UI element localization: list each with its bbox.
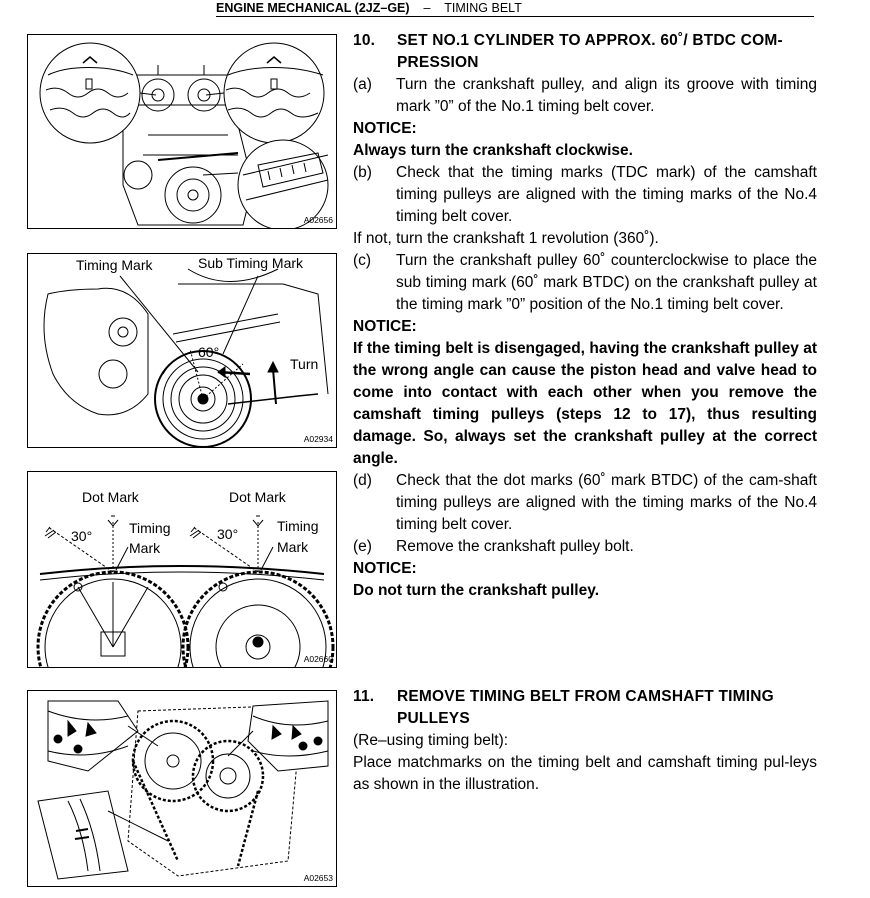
figure-timing-belt-matchmarks: [27, 690, 337, 887]
figure-camshaft-dot-marks: [27, 471, 337, 668]
if-not-text: If not, turn the crankshaft 1 revolution (360˚).: [353, 230, 659, 247]
item-label: (a): [353, 76, 372, 93]
notice-text: If the timing belt is disengaged, having the crankshaft pulley at the wrong angle can cause the piston head and valve head to come into contact with each other when you remove the camshaft timing pulleys (steps 12 to 17), thus resulting damage. So, always set the crankshaft pulley at the correct angle.: [353, 340, 817, 467]
notice-heading: NOTICE:: [353, 120, 417, 137]
header-separator: –: [423, 1, 431, 15]
figure-code: A02656: [303, 215, 333, 225]
item-text: Check that the dot marks (60˚ mark BTDC) of the cam-shaft timing pulleys are aligned with the timing marks of the No.4 timing belt cover.: [396, 472, 817, 533]
label-mark-left: Mark: [129, 540, 161, 556]
step-10-e: [353, 536, 817, 558]
label-angle-60: 60°: [198, 344, 220, 360]
step-10-c: [353, 250, 817, 316]
engine-illustration-2: [28, 254, 336, 447]
item-text: Check that the timing marks (TDC mark) of the camshaft timing pulleys are aligned with the timing marks of the No.4 timing belt cover.: [396, 164, 817, 225]
label-dot-mark-left: Dot Mark: [82, 489, 139, 505]
step-11-title-line1: REMOVE TIMING BELT FROM CAMSHAFT TIMING: [397, 688, 774, 705]
step-10-text: [353, 30, 817, 602]
item-text: Turn the crankshaft pulley 60˚ counterclockwise to place the sub timing mark (60˚ mark BTDC) on the crankshaft pulley at the timing mark ”0” position of the No.1 timing belt cover.: [396, 252, 817, 313]
label-mark-right: Mark: [277, 539, 309, 555]
header-topic: TIMING BELT: [444, 1, 522, 15]
engine-illustration-4: [28, 691, 336, 886]
notice-text: Do not turn the crankshaft pulley.: [353, 582, 600, 599]
item-text: Turn the crankshaft pulley, and align its groove with timing mark ”0” of the No.1 timing belt cover.: [396, 76, 817, 115]
label-timing-mark: Timing Mark: [76, 257, 153, 273]
step-10-number: 10.: [353, 32, 376, 49]
label-angle-30-right: 30°: [217, 526, 239, 542]
step-10-d: [353, 470, 817, 536]
item-label: (e): [353, 538, 372, 555]
step-11-title: [353, 686, 817, 708]
figure-code: A02653: [303, 873, 333, 883]
label-sub-timing-mark: Sub Timing Mark: [198, 255, 304, 271]
item-label: (c): [353, 252, 372, 269]
engine-illustration-1: [28, 35, 336, 228]
label-timing-right: Timing: [277, 518, 319, 534]
step-10-title-cont: [353, 52, 817, 74]
pulley-illustration-3: [28, 472, 336, 667]
item-label: (d): [353, 472, 372, 489]
header-section: ENGINE MECHANICAL (2JZ–GE): [216, 1, 410, 15]
notice-text: Always turn the crankshaft clockwise.: [353, 142, 633, 159]
notice-heading: NOTICE:: [353, 318, 417, 335]
step-11-body: Place matchmarks on the timing belt and camshaft timing pul-leys as shown in the illustration.: [353, 754, 817, 793]
step-11-title-line2: PULLEYS: [397, 710, 470, 727]
label-dot-mark-right: Dot Mark: [229, 489, 286, 505]
figure-camshaft-timing-marks: [27, 34, 337, 229]
step-10-title-line2: PRESSION: [397, 54, 479, 71]
notice-heading: NOTICE:: [353, 560, 417, 577]
step-11-number: 11.: [353, 688, 375, 705]
step-10-a: [353, 74, 817, 118]
figure-code: A02934: [303, 434, 333, 444]
step-10-title-line1: SET NO.1 CYLINDER TO APPROX. 60˚/ BTDC COM-: [397, 32, 783, 49]
step-11-sub: (Re–using timing belt):: [353, 732, 509, 749]
figure-code: A02660: [303, 654, 333, 664]
page-header: [216, 0, 814, 17]
step-10-b: [353, 162, 817, 228]
step-10-title: [353, 30, 817, 52]
step-11-title-cont: [353, 708, 817, 730]
figure-crankshaft-pulley-marks: [27, 253, 337, 448]
step-11-text: [353, 686, 817, 796]
label-timing-left: Timing: [129, 520, 171, 536]
label-angle-30-left: 30°: [71, 528, 93, 544]
item-label: (b): [353, 164, 372, 181]
label-turn: Turn: [290, 356, 319, 372]
item-text: Remove the crankshaft pulley bolt.: [396, 538, 634, 555]
